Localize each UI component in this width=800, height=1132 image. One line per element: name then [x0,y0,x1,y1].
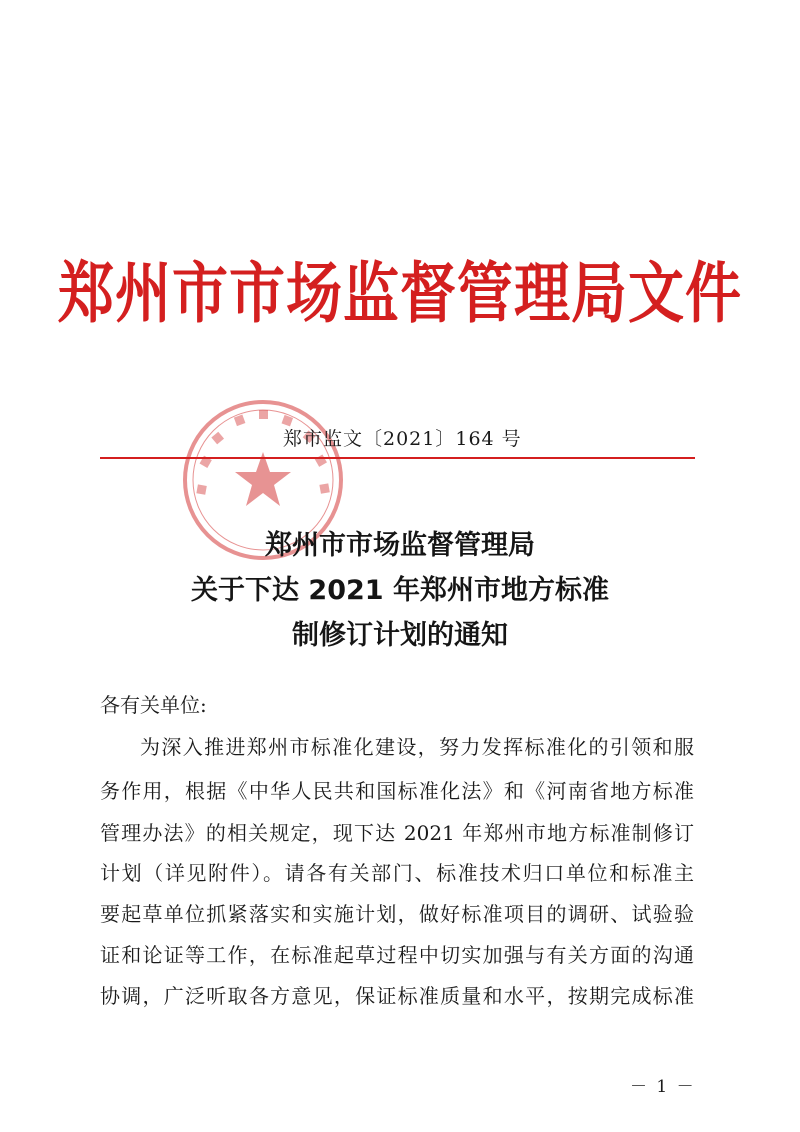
body-line: 证和论证等工作，在标准起草过程中切实加强与有关方面的沟通 [100,943,694,967]
red-divider-line [100,457,695,459]
body-line: 协调，广泛听取各方意见，保证标准质量和水平，按期完成标准 [100,984,694,1008]
notice-title-line-2: 关于下达 2021 年郑州市地方标准 [191,575,609,606]
notice-title-line-3: 制修订计划的通知 [292,620,508,651]
masthead-title: 郑州市市场监督管理局文件 [58,256,742,333]
body-line: 要起草单位抓紧落实和实施计划，做好标准项目的调研、试验验 [100,902,694,926]
body-line: 计划（详见附件）。请各有关部门、标准技术归口单位和标准主 [100,861,694,885]
document-number: 郑市监文〔2021〕164 号 [283,428,522,450]
page-number: － 1 － [630,1077,696,1097]
salutation: 各有关单位: [100,693,207,717]
body-line: 为深入推进郑州市标准化建设，努力发挥标准化的引领和服 [140,735,694,759]
body-line: 管理办法》的相关规定，现下达 2021 年郑州市地方标准制修订 [100,821,694,845]
document-masthead [0,255,800,335]
notice-title-line-1: 郑州市市场监督管理局 [265,530,535,561]
body-line: 务作用，根据《中华人民共和国标准化法》和《河南省地方标准 [100,779,694,803]
